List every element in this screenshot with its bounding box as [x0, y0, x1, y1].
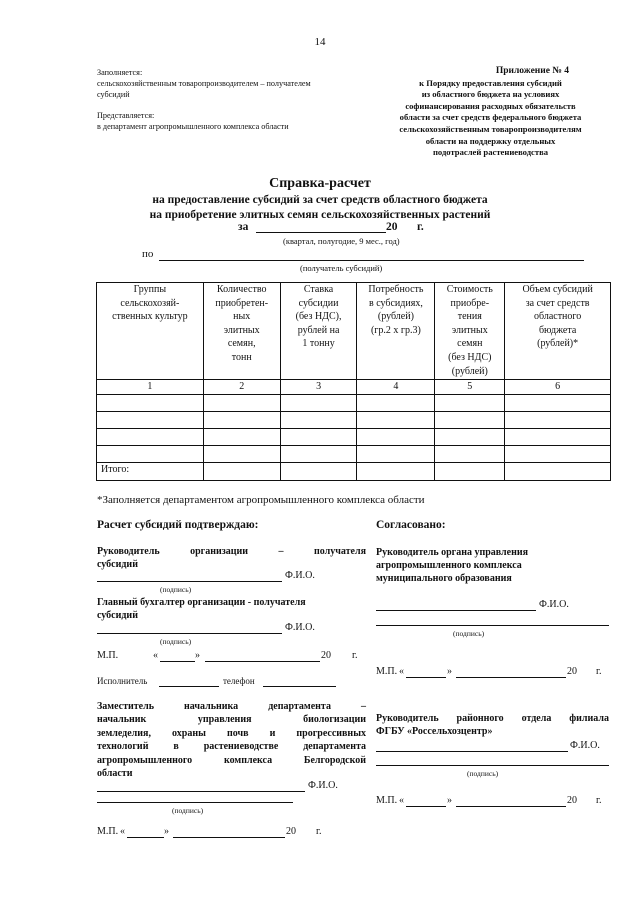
branch-title: Руководитель районного отдела филиала ФГБУ «Россельхозцентр» — [376, 713, 609, 738]
branch-month-line[interactable] — [456, 806, 566, 807]
period-caption: (квартал, полугодие, 9 мес., год) — [283, 236, 400, 246]
municipal-month-line[interactable] — [456, 677, 566, 678]
period-input-line[interactable] — [256, 232, 386, 233]
branch-sign-caption: (подпись) — [467, 769, 499, 778]
table-header-row — [97, 283, 611, 380]
left-quote: « — [153, 650, 158, 661]
appendix-line: подотраслей растениеводства — [432, 147, 549, 158]
filled-by: сельскохозяйственным товаропроизводителем – получателем — [97, 79, 311, 88]
municipal-title: Руководитель органа управления агропромышленного комплекса муниципального образования — [376, 547, 529, 584]
number-cell: 5 — [435, 380, 505, 395]
month-input-line[interactable] — [205, 661, 320, 662]
municipal-sign-line[interactable] — [376, 625, 609, 626]
deputy-title: Заместитель начальника департамента – начальник управления биологизации земледелия, охраны почв и прогрессивных технологий в растениеводстве департамента агропромышленного комплекса Белгородской области — [97, 701, 366, 780]
municipal-year-g: г. — [596, 666, 602, 677]
accountant-line-1: Главный бухгалтер организации - получателя — [97, 597, 306, 608]
year-20: 20 — [321, 650, 331, 661]
right-quote: » — [195, 650, 200, 661]
header-cell: Группы сельскохозяй- ственных культур — [97, 283, 204, 380]
accountant-line-2: субсидий — [97, 610, 138, 621]
appendix-line: из областного бюджета на условиях — [421, 89, 560, 100]
recipient-po: по — [142, 248, 154, 260]
appendix-line: к Порядку предоставления субсидий — [419, 77, 562, 88]
head-title-line-2: субсидий — [97, 559, 138, 570]
head-title-line-1: Руководитель организации – получателя — [97, 546, 366, 557]
branch-sign-line[interactable] — [376, 765, 609, 766]
appendix-title: Приложение № 4 — [495, 66, 569, 76]
head-signature-line[interactable] — [97, 581, 282, 582]
municipal-day-line[interactable] — [406, 677, 446, 678]
executor-input-line[interactable] — [159, 686, 219, 687]
filled-label: Заполняется: — [97, 68, 143, 77]
year-g: г. — [352, 650, 358, 661]
table-row[interactable] — [97, 429, 611, 446]
header-cell: Ставка субсидии (без НДС), рублей на 1 тонну — [280, 283, 357, 380]
deputy-right-quote: » — [164, 826, 169, 837]
total-label: Итого: — [97, 463, 204, 481]
appendix-line: софинансирования расходных обязательств — [405, 100, 576, 111]
subsidy-table — [96, 282, 611, 481]
document-title: Справка-расчет — [269, 176, 371, 191]
municipal-sign-caption: (подпись) — [453, 629, 485, 638]
branch-fio: Ф.И.О. — [570, 740, 600, 751]
number-cell: 1 — [97, 380, 204, 395]
day-input-line[interactable] — [160, 661, 195, 662]
submitted-label: Представляется: — [97, 111, 155, 120]
deputy-sign-line[interactable] — [97, 802, 293, 803]
recipient-input-line[interactable] — [159, 260, 584, 261]
header-left — [97, 67, 311, 132]
footnote: *Заполняется департаментом агропромышленного комплекса области — [97, 494, 425, 506]
number-cell: 3 — [280, 380, 357, 395]
header-cell: Потребность в субсидиях, (рублей) (гр.2 х гр.3) — [357, 283, 435, 380]
municipal-left-quote: « — [399, 666, 404, 677]
head-sign-caption: (подпись) — [160, 585, 192, 594]
header-cell: Стоимость приобре- тения элитных семян (без НДС) (рублей) — [435, 283, 505, 380]
deputy-signature-line[interactable] — [97, 791, 305, 792]
appendix-line: области за счет средств федерального бюджета — [399, 112, 582, 123]
branch-year-20: 20 — [567, 795, 577, 806]
accountant-signature-line[interactable] — [97, 633, 282, 634]
municipal-mp: М.П. — [376, 666, 398, 677]
municipal-fio: Ф.И.О. — [539, 599, 569, 610]
accountant-fio: Ф.И.О. — [285, 622, 315, 633]
branch-right-quote: » — [447, 795, 452, 806]
accountant-sign-caption: (подпись) — [160, 637, 192, 646]
phone-label: телефон — [223, 676, 255, 686]
document-subtitle — [0, 193, 640, 223]
municipal-year-20: 20 — [567, 666, 577, 677]
branch-day-line[interactable] — [406, 806, 446, 807]
deputy-year-g: г. — [316, 826, 322, 837]
recipient-caption: (получатель субсидий) — [300, 263, 383, 273]
deputy-mp-label: М.П. — [97, 826, 119, 837]
deputy-fio: Ф.И.О. — [308, 780, 338, 791]
table-row[interactable] — [97, 412, 611, 429]
table-row[interactable] — [97, 395, 611, 412]
header-cell: Количество приобретен- ных элитных семян, тонн — [203, 283, 280, 380]
page-number: 14 — [314, 36, 326, 48]
appendix-line: области на поддержку отдельных — [425, 135, 556, 146]
table-number-row — [97, 380, 611, 395]
deputy-sign-caption: (подпись) — [172, 806, 204, 815]
header-cell: Объем субсидий за счет средств областного бюджета (рублей)* — [505, 283, 611, 380]
municipal-right-quote: » — [447, 666, 452, 677]
appendix-line: сельскохозяйственным товаропроизводителям — [399, 123, 582, 134]
table-row[interactable] — [97, 446, 611, 463]
table-total-row[interactable] — [97, 463, 611, 481]
agreed-heading: Согласовано: — [376, 519, 446, 531]
number-cell: 2 — [203, 380, 280, 395]
mp-label: М.П. — [97, 650, 119, 661]
branch-left-quote: « — [399, 795, 404, 806]
municipal-signature-line[interactable] — [376, 610, 536, 611]
deputy-day-line[interactable] — [127, 837, 164, 838]
period-za: за — [238, 221, 249, 233]
deputy-month-line[interactable] — [173, 837, 285, 838]
deputy-left-quote: « — [120, 826, 125, 837]
phone-input-line[interactable] — [263, 686, 336, 687]
submitted-to: в департамент агропромышленного комплекса области — [97, 122, 289, 131]
period-g: г. — [417, 221, 424, 233]
confirm-heading: Расчет субсидий подтверждаю: — [97, 519, 259, 531]
branch-year-g: г. — [596, 795, 602, 806]
subtitle-line-1: на предоставление субсидий за счет средств областного бюджета — [152, 194, 488, 206]
subtitle-line-2: на приобретение элитных семян сельскохозяйственных растений — [149, 209, 491, 221]
number-cell: 4 — [357, 380, 435, 395]
number-cell: 6 — [505, 380, 611, 395]
head-fio: Ф.И.О. — [285, 570, 315, 581]
period-year: 20 — [386, 221, 398, 233]
deputy-year-20: 20 — [286, 826, 296, 837]
branch-signature-line[interactable] — [376, 751, 568, 752]
executor-label: Исполнитель — [97, 676, 148, 686]
appendix-block — [368, 66, 613, 159]
filled-by-2: субсидий — [97, 90, 130, 99]
branch-mp: М.П. — [376, 795, 398, 806]
